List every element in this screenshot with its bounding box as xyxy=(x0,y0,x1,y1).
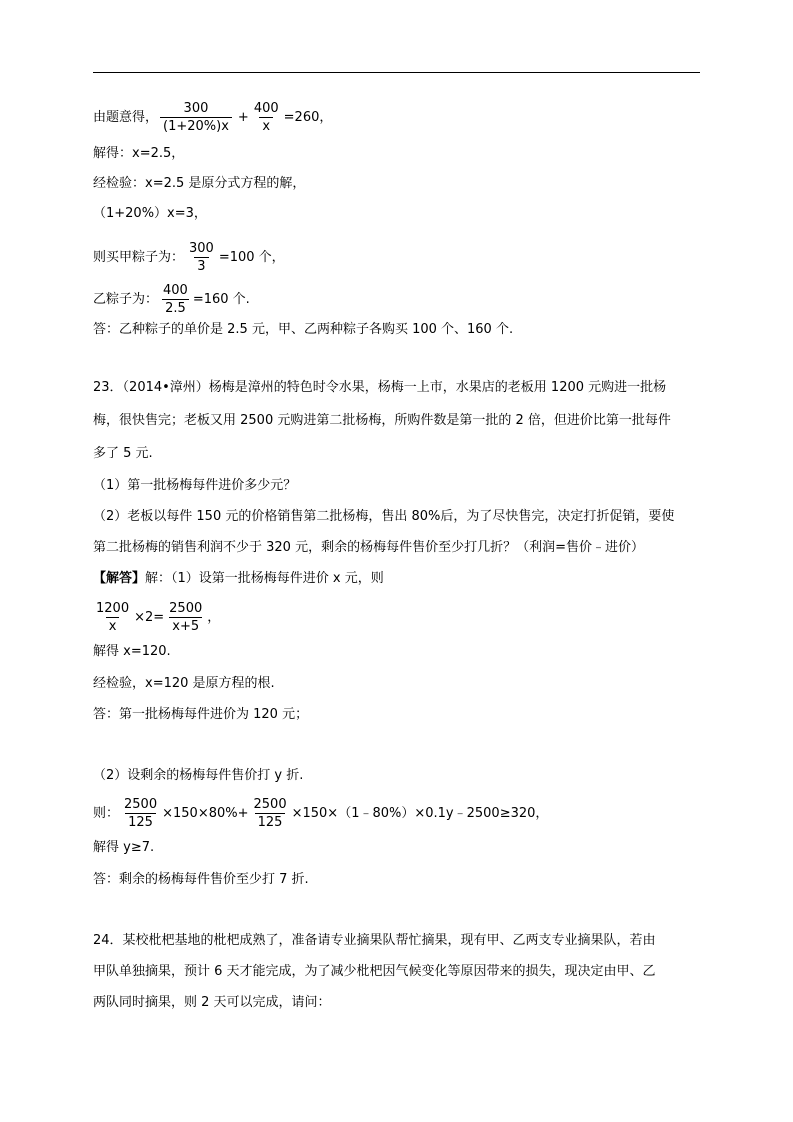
header-rule xyxy=(93,72,700,73)
answer-intro xyxy=(93,569,384,589)
denominator: x xyxy=(259,117,273,135)
denominator: (1+20%)x xyxy=(160,117,232,135)
text-line: 解得 x=120. xyxy=(93,644,171,659)
text: ×150×（1﹣80%）×0.1y﹣2500≥320， xyxy=(291,806,549,821)
text: 由题意得， xyxy=(93,110,159,125)
equation-line xyxy=(93,100,332,135)
text: ， xyxy=(207,610,221,625)
denominator: 3 xyxy=(194,257,208,275)
operator: ×150×80%+ xyxy=(162,806,249,821)
equation-line xyxy=(93,282,250,317)
fraction xyxy=(186,240,217,275)
fraction xyxy=(121,796,160,831)
sub-question-2: （2）老板以每件 150 元的价格销售第二批杨梅，售出 80%后，为了尽快售完，决定打折促销，要使 xyxy=(93,509,675,524)
denominator: 125 xyxy=(255,813,286,831)
text: 解：（1）设第一批杨梅每件进价 x 元，则 xyxy=(145,571,384,586)
text-line: 答：乙种粽子的单价是 2.5 元，甲、乙两种粽子各购买 100 个、160 个. xyxy=(93,322,514,337)
question-24-text: 两队同时摘果，则 2 天可以完成，请问： xyxy=(93,995,331,1010)
fraction xyxy=(160,100,232,135)
numerator: 300 xyxy=(183,101,209,116)
question-23-text: 23．（2014•漳州）杨梅是漳州的特色时令水果，杨梅一上市，水果店的老板用 1200 元购进一批杨 xyxy=(93,380,667,395)
question-24-text: 24．某校枇杷基地的枇杷成熟了，准备请专业摘果队帮忙摘果，现有甲、乙两支专业摘果队，若由 xyxy=(93,933,656,948)
fraction xyxy=(166,600,205,635)
denominator: 2.5 xyxy=(162,299,189,317)
text-line: 经检验：x=2.5 是原分式方程的解， xyxy=(93,176,306,191)
answer-label: 【解答】 xyxy=(93,571,146,586)
sub-question-1: （1）第一批杨梅每件进价多少元？ xyxy=(93,478,297,493)
sub-question-2: 第二批杨梅的销售利润不少于 320 元，剩余的杨梅每件售价至少打几折？（利润=售价﹣进价） xyxy=(93,540,644,555)
text-line: 解得 y≥7. xyxy=(93,840,155,855)
text-line: （2）设剩余的杨梅每件售价打 y 折. xyxy=(93,768,304,783)
equation-line xyxy=(93,796,548,831)
text: 乙粽子为： xyxy=(93,292,159,307)
text: =160 个. xyxy=(192,292,250,307)
text-line: （1+20%）x=3， xyxy=(93,206,207,221)
numerator: 400 xyxy=(163,283,188,298)
question-23-text: 梅，很快售完；老板又用 2500 元购进第二批杨梅，所购件数是第一批的 2 倍，但进价比第一批每件 xyxy=(93,413,671,428)
question-23-text: 多了 5 元. xyxy=(93,446,153,461)
numerator: 1200 xyxy=(96,601,130,616)
question-24-text: 甲队单独摘果，预计 6 天才能完成，为了减少枇杷因气候变化等原因带来的损失，现决定由甲、乙 xyxy=(93,964,656,979)
fraction xyxy=(93,600,132,635)
fraction xyxy=(160,282,191,317)
text: 则： xyxy=(93,806,120,821)
text-line: 答：剩余的杨梅每件售价至少打 7 折. xyxy=(93,872,309,887)
denominator: x xyxy=(106,617,120,635)
operator: + xyxy=(237,110,249,125)
operator: ×2= xyxy=(134,610,165,625)
denominator: x+5 xyxy=(169,617,202,635)
equation-line xyxy=(93,600,220,635)
numerator: 2500 xyxy=(253,797,287,812)
text: =260， xyxy=(283,110,333,125)
fraction xyxy=(251,796,290,831)
numerator: 2500 xyxy=(124,797,158,812)
text-line: 解得：x=2.5， xyxy=(93,146,185,161)
numerator: 300 xyxy=(189,241,214,256)
text: =100 个， xyxy=(218,250,285,265)
equation-line xyxy=(93,240,285,275)
numerator: 2500 xyxy=(169,601,203,616)
text-line: 经检验，x=120 是原方程的根. xyxy=(93,676,275,691)
text-line: 答：第一批杨梅每件进价为 120 元； xyxy=(93,707,309,722)
fraction xyxy=(251,100,282,135)
text: 则买甲粽子为： xyxy=(93,250,185,265)
denominator: 125 xyxy=(125,813,156,831)
numerator: 400 xyxy=(253,101,279,116)
